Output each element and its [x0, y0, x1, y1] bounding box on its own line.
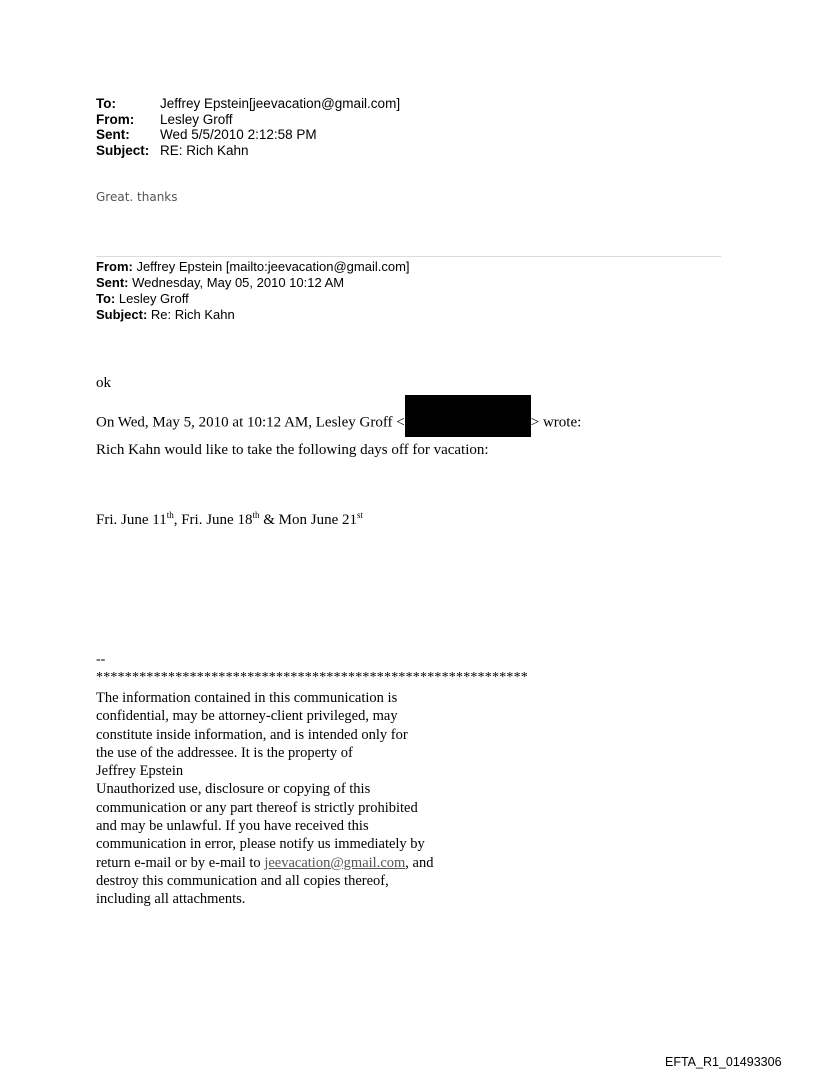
return-prefix: return e-mail or by e-mail to: [96, 854, 265, 871]
date-2: , Fri. June 18: [173, 512, 253, 528]
request-line: Rich Kahn would like to take the following days off for vacation:: [96, 442, 489, 458]
disclaimer-line: confidential, may be attorney-client privileged, may: [96, 708, 398, 725]
sent-value: Wed 5/5/2010 2:12:58 PM: [160, 127, 317, 142]
quoted-sent-label: Sent:: [96, 275, 129, 290]
disclaimer-return-line: [96, 854, 496, 872]
sent-label: Sent:: [96, 127, 130, 142]
disclaimer-line: The information contained in this communication is: [96, 690, 398, 706]
sent-row: [96, 127, 400, 143]
attribution-suffix: > wrote:: [530, 414, 582, 431]
date-1: Fri. June 11: [96, 512, 167, 528]
disclaimer-line: Jeffrey Epstein: [96, 763, 184, 780]
date-1-suffix: th: [166, 510, 174, 520]
document-id: EFTA_R1_01493306: [665, 1055, 782, 1069]
disclaimer-line: and may be unlawful. If you have received this: [96, 818, 369, 835]
return-suffix: , and: [405, 854, 434, 871]
quoted-sent-row: [96, 275, 410, 291]
vacation-dates: [96, 512, 363, 529]
disclaimer-line: Unauthorized use, disclosure or copying of this: [96, 781, 371, 798]
quoted-subject-label: Subject:: [96, 307, 148, 322]
date-3: & Mon June 21: [259, 512, 357, 528]
reply-text: Great. thanks: [96, 190, 178, 204]
subject-row: [96, 143, 400, 159]
from-row: [96, 112, 400, 128]
disclaimer-line: including all attachments.: [96, 891, 246, 908]
disclaimer-line: communication in error, please notify us immediately by: [96, 836, 425, 853]
disclaimer-line: destroy this communication and all copies thereof,: [96, 872, 389, 889]
quote-divider: [96, 256, 721, 257]
date-3-suffix: st: [356, 510, 363, 520]
signature-stars: ************************************************************: [96, 670, 528, 685]
subject-value: RE: Rich Kahn: [160, 142, 249, 158]
quoted-subject-value: Re: Rich Kahn: [147, 307, 235, 322]
disclaimer-line: communication or any part thereof is strictly prohibited: [96, 799, 418, 816]
quoted-header: [96, 259, 410, 323]
disclaimer-line: the use of the addressee. It is the property of: [96, 744, 353, 761]
date-2-suffix: th: [252, 510, 260, 520]
disclaimer-line: constitute inside information, and is intended only for: [96, 726, 408, 743]
to-row: [96, 96, 400, 112]
email-header: [96, 96, 400, 158]
quoted-subject-row: [96, 307, 410, 323]
quoted-from-value: Jeffrey Epstein [mailto:jeevacation@gmail.com]: [132, 259, 410, 274]
attribution-line: [96, 409, 581, 437]
from-value: Lesley Groff: [160, 111, 233, 127]
email-link[interactable]: jeevacation@gmail.com: [264, 854, 406, 871]
quoted-to-row: [96, 291, 410, 307]
quoted-to-label: To:: [96, 291, 116, 306]
to-value: Jeffrey Epstein[jeevacation@gmail.com]: [160, 96, 401, 111]
quoted-from-row: [96, 259, 410, 275]
subject-label: Subject:: [96, 142, 150, 158]
redaction-box: [405, 395, 531, 437]
quoted-from-label: From:: [96, 259, 133, 274]
to-label: To:: [96, 96, 116, 111]
attribution-prefix: On Wed, May 5, 2010 at 10:12 AM, Lesley Groff <: [96, 414, 405, 431]
from-label: From:: [96, 111, 135, 127]
quoted-to-value: Lesley Groff: [115, 291, 189, 306]
quoted-sent-value: Wednesday, May 05, 2010 10:12 AM: [128, 275, 345, 290]
ok-text: ok: [96, 375, 111, 391]
signature-dashes: --: [96, 652, 106, 667]
confidentiality-disclaimer: [96, 689, 496, 909]
